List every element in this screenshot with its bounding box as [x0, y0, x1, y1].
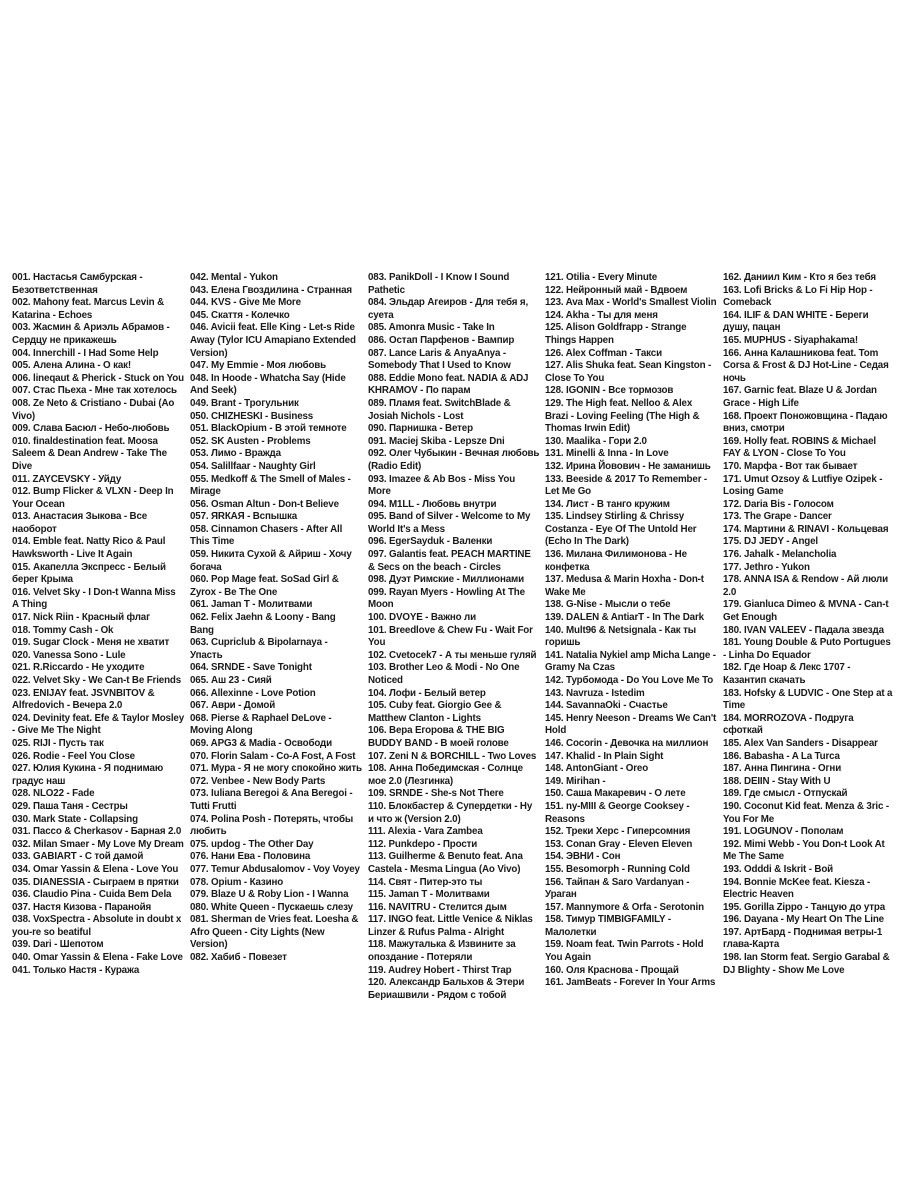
track-entry: 128. IGONIN - Все тормозов	[545, 385, 674, 397]
track-entry: 094. M1LL - Любовь внутри	[368, 498, 497, 510]
track-entry: 190. Coconut Kid feat. Menza & 3ric - You For Me	[723, 800, 889, 825]
track-entry: 016. Velvet Sky - I Don-t Wanna Miss A Thing	[12, 586, 176, 611]
track-entry: 012. Bump Flicker & VLXN - Deep In Your Ocean	[12, 486, 174, 510]
track-entry: 069. APG3 & Madia - Освободи	[190, 737, 332, 749]
track-entry: 024. Devinity feat. Efe & Taylor Mosley - Give Me The Night	[12, 712, 185, 737]
track-entry: 067. Аври - Домой	[190, 700, 276, 712]
track-entry: 124. Akha - Ты для меня	[545, 309, 658, 321]
track-entry: 070. Florin Salam - Co-A Fost, A Fost	[190, 750, 356, 762]
track-entry: 046. Avicii feat. Elle King - Let-s Ride Away (Tylor ICU Amapiano Extended Version)	[190, 322, 356, 359]
track-entry: 151. ny-MIII & George Cooksey - Reasons	[545, 800, 690, 825]
track-entry: 125. Alison Goldfrapp - Strange Things Happen	[545, 322, 687, 346]
track-entry: 162. Даниил Ким - Кто я без тебя	[723, 272, 876, 283]
track-entry: 194. Bonnie McKee feat. Kiesza - Electric Heaven	[723, 876, 871, 901]
track-entry: 154. ЭВНИ - Сон	[545, 851, 621, 863]
track-entry: 068. Pierse & Raphael DeLove - Moving Along	[190, 712, 332, 737]
track-entry: 144. SavannaOki - Счастье	[545, 700, 668, 712]
track-entry: 042. Mental - Yukon	[190, 272, 278, 283]
track-entry: 183. Hofsky & LUDVIC - One Step at a Time	[723, 687, 893, 712]
track-entry: 085. Amonra Music - Take In	[368, 322, 495, 334]
track-entry: 187. Анна Пингина - Огни	[723, 763, 842, 775]
track-entry: 114. Свят - Питер-это ты	[368, 876, 483, 888]
track-entry: 090. Парнишка - Ветер	[368, 423, 473, 435]
track-entry: 165. MUPHUS - Siyaphakama!	[723, 334, 858, 346]
track-entry: 112. Punkdepo - Прости	[368, 838, 478, 850]
track-entry: 073. Iuliana Beregoi & Ana Beregoi - Tutti Frutti	[190, 788, 353, 812]
track-entry: 021. R.Riccardo - Не уходите	[12, 662, 145, 674]
track-entry: 076. Нани Ева - Половина	[190, 851, 311, 863]
tracklist-column-1	[12, 272, 184, 977]
track-entry: 066. Allexinne - Love Potion	[190, 687, 316, 699]
track-entry: 055. Medkoff & The Smell of Males - Mirage	[190, 473, 351, 498]
track-entry: 171. Umut Ozsoy & Lutfiye Ozipek - Losing Game	[723, 473, 883, 498]
track-entry: 140. Mult96 & Netsignala - Как ты горишь	[545, 624, 696, 649]
track-entry: 172. Daria Bis - Голосом	[723, 498, 834, 510]
track-entry: 109. SRNDE - She-s Not There	[368, 788, 504, 800]
track-entry: 095. Band of Silver - Welcome to My World It's a Mess	[368, 511, 531, 535]
track-entry: 091. Maciej Skiba - Lepsze Dni	[368, 435, 505, 447]
track-entry: 100. DVOYE - Важно ли	[368, 612, 476, 624]
track-entry: 041. Только Настя - Куража	[12, 964, 140, 976]
track-entry: 003. Жасмин & Ариэль Абрамов - Сердцу не прикажешь	[12, 322, 170, 346]
track-entry: 110. Блокбастер & Супердетки - Ну и что ж (Version 2.0)	[368, 800, 533, 825]
track-entry: 059. Никита Сухой & Айриш - Хочу богача	[190, 549, 352, 573]
track-entry: 197. АртБард - Поднимая ветры-1 глава-Карта	[723, 926, 883, 951]
track-entry: 061. Jaman T - Молитвами	[190, 599, 313, 611]
track-entry: 023. ENIJAY feat. JSVNBITOV & Alfredovich - Вечера 2.0	[12, 687, 155, 712]
track-entry: 177. Jethro - Yukon	[723, 561, 810, 573]
track-entry: 050. CHIZHESKI - Business	[190, 410, 314, 422]
track-entry: 195. Gorilla Zippo - Танцую до утра	[723, 901, 886, 913]
track-entry: 036. Claudio Pina - Cuida Bem Dela	[12, 889, 172, 901]
tracklist-column-5	[723, 272, 895, 977]
track-entry: 077. Temur Abdusalomov - Voy Voyey	[190, 863, 360, 875]
track-entry: 173. The Grape - Dancer	[723, 511, 832, 523]
track-entry: 074. Polina Posh - Потерять, чтобы любить	[190, 813, 354, 838]
track-entry: 097. Galantis feat. PEACH MARTINE & Secs on the beach - Circles	[368, 549, 531, 573]
track-entry: 039. Dari - Шепотом	[12, 939, 104, 951]
track-entry: 006. lineqaut & Pherick - Stuck on You	[12, 372, 184, 384]
track-entry: 079. Blaze U & Roby Lion - I Wanna	[190, 889, 349, 901]
track-entry: 179. Gianluca Dimeo & MVNA - Can-t Get Enough	[723, 599, 889, 624]
track-entry: 123. Ava Max - World's Smallest Violin	[545, 297, 717, 309]
track-entry: 166. Анна Калашникова feat. Tom Corsa & Frost & DJ Hot-Line - Седая ночь	[723, 347, 889, 384]
track-entry: 078. Opium - Казино	[190, 876, 284, 888]
track-entry: 083. PanikDoll - I Know I Sound Pathetic	[368, 272, 510, 296]
track-entry: 034. Omar Yassin & Elena - Love You	[12, 863, 179, 875]
track-entry: 032. Milan Smaer - My Love My Dream	[12, 838, 184, 850]
track-entry: 180. IVAN VALEEV - Падала звезда	[723, 624, 884, 636]
track-entry: 147. Khalid - In Plain Sight	[545, 750, 664, 762]
track-entry: 010. finaldestination feat. Moosa Saleem & Dean Andrew - Take The Dive	[12, 435, 167, 472]
track-entry: 142. Турбомода - Do You Love Me To	[545, 675, 714, 686]
track-entry: 047. My Emmie - Моя любовь	[190, 360, 327, 372]
track-entry: 132. Ирина Йовович - Не заманишь	[545, 460, 711, 472]
track-entry: 141. Natalia Nykiel amp Micha Lange - Gramy Na Czas	[545, 649, 716, 674]
track-entry: 052. SK Austen - Problems	[190, 435, 311, 447]
track-entry: 118. Мажуталька & Извините за опоздание - Потеряли	[368, 939, 516, 964]
tracklist-column-3	[368, 272, 540, 1002]
track-entry: 119. Audrey Hobert - Thirst Trap	[368, 964, 512, 976]
track-entry: 071. Мура - Я не могу спокойно жить	[190, 763, 362, 775]
track-entry: 096. EgerSayduk - Валенки	[368, 536, 493, 548]
track-entry: 121. Otilia - Every Minute	[545, 272, 658, 283]
track-entry: 150. Саша Макаревич - О лете	[545, 788, 686, 800]
track-entry: 145. Henry Neeson - Dreams We Can't Hold	[545, 712, 717, 737]
track-entry: 009. Слава Басюл - Небо-любовь	[12, 423, 170, 435]
track-entry: 029. Паша Таня - Сестры	[12, 800, 128, 812]
track-entry: 115. Jaman T - Молитвами	[368, 889, 490, 901]
track-entry: 174. Мартини & RINAVI - Кольцевая	[723, 523, 889, 535]
track-entry: 018. Tommy Cash - Ok	[12, 624, 114, 636]
track-entry: 015. Акапелла Экспресс - Белый берег Крыма	[12, 561, 166, 586]
track-entry: 007. Стас Пьеха - Мне так хотелось	[12, 385, 177, 397]
track-entry: 089. Пламя feat. SwitchBlade & Josiah Nichols - Lost	[368, 397, 511, 422]
track-entry: 191. LOGUNOV - Пополам	[723, 826, 844, 838]
track-entry: 017. Nick Riin - Красный флаг	[12, 612, 151, 624]
track-entry: 130. Maalika - Гори 2.0	[545, 435, 647, 447]
track-entry: 196. Dayana - My Heart On The Line	[723, 914, 884, 926]
track-entry: 167. Garnic feat. Blaze U & Jordan Grace - High Life	[723, 385, 877, 409]
track-entry: 001. Настасья Самбурская - Безответственная	[12, 272, 143, 296]
track-entry: 065. Аш 23 - Сияй	[190, 675, 272, 686]
track-entry: 002. Mahony feat. Marcus Levin & Katarina - Echoes	[12, 297, 164, 321]
track-entry: 040. Omar Yassin & Elena - Fake Love	[12, 952, 183, 964]
track-entry: 133. Beeside & 2017 To Remember - Let Me Go	[545, 473, 708, 498]
track-entry: 030. Mark State - Collapsing	[12, 813, 138, 825]
track-entry: 049. Brant - Трогульник	[190, 397, 299, 409]
track-entry: 037. Настя Кизова - Паранойя	[12, 901, 152, 913]
track-entry: 092. Олег Чубыкин - Вечная любовь (Radio Edit)	[368, 448, 540, 472]
track-entry: 156. Тайпан & Saro Vardanyan - Ураган	[545, 876, 690, 901]
track-entry: 058. Cinnamon Chasers - After All This Time	[190, 523, 343, 548]
track-entry: 198. Ian Storm feat. Sergio Garabal & DJ Blighty - Show Me Love	[723, 952, 890, 976]
track-entry: 102. Cvetocek7 - А ты меньше гуляй	[368, 649, 537, 661]
track-entry: 062. Felix Jaehn & Loony - Bang Bang	[190, 612, 336, 636]
track-entry: 028. NLO22 - Fade	[12, 788, 95, 800]
track-entry: 185. Alex Van Sanders - Disappear	[723, 737, 878, 749]
track-entry: 045. Скаття - Колечко	[190, 309, 290, 321]
track-entry: 126. Alex Coffman - Такси	[545, 347, 662, 359]
track-entry: 031. Пассо & Cherkasov - Барная 2.0	[12, 826, 182, 838]
track-entry: 164. ILIF & DAN WHITE - Береги душу, пацан	[723, 309, 869, 334]
track-entry: 075. updog - The Other Day	[190, 838, 314, 850]
track-entry: 189. Где смысл - Отпускай	[723, 788, 848, 800]
track-entry: 106. Вера Егорова & THE BIG BUDDY BAND - В моей голове	[368, 725, 509, 749]
track-entry: 064. SRNDE - Save Tonight	[190, 662, 312, 674]
track-entry: 005. Алена Алина - О как!	[12, 360, 131, 372]
track-entry: 038. VoxSpectra - Absolute in doubt x you-re so beatiful	[12, 914, 182, 938]
track-entry: 080. White Queen - Пускаешь слезу	[190, 901, 353, 913]
track-entry: 013. Анастасия Зыкова - Все наоборот	[12, 511, 148, 535]
track-entry: 135. Lindsey Stirling & Chrissy Costanza - Eye Of The Untold Her (Echo In The Dark)	[545, 511, 697, 548]
track-entry: 053. Лимо - Вражда	[190, 448, 281, 460]
track-entry: 120. Александр Бальхов & Этери Бериашвили - Рядом с тобой	[368, 977, 525, 1001]
track-entry: 054. Salillfaar - Naughty Girl	[190, 460, 316, 472]
track-entry: 099. Rayan Myers - Howling At The Moon	[368, 586, 525, 611]
track-entry: 004. Innerchill - I Had Some Help	[12, 347, 159, 359]
track-entry: 107. Zeni N & BORCHILL - Two Loves	[368, 750, 537, 762]
track-entry: 086. Остап Парфенов - Вампир	[368, 334, 515, 346]
track-entry: 129. The High feat. Nelloo & Alex Brazi - Loving Feeling (The High & Thomas Irwin Edit)	[545, 397, 700, 435]
track-entry: 098. Дуэт Римские - Миллионами	[368, 574, 524, 586]
track-entry: 170. Марфа - Вот так бывает	[723, 460, 858, 472]
track-entry: 057. ЯRКАЯ - Вспышка	[190, 511, 298, 523]
track-entry: 155. Besomorph - Running Cold	[545, 863, 690, 875]
track-entry: 105. Cuby feat. Giorgio Gee & Matthew Clanton - Lights	[368, 700, 502, 724]
track-entry: 056. Osman Altun - Don-t Believe	[190, 498, 339, 510]
track-entry: 020. Vanessa Sono - Lule	[12, 649, 126, 661]
track-entry: 081. Sherman de Vries feat. Loesha & Afro Queen - City Lights (New Version)	[190, 914, 359, 951]
track-entry: 168. Проект Поножовщина - Падаю вниз, смотри	[723, 410, 888, 435]
track-entry: 087. Lance Laris & AnyaAnya - Somebody That I Used to Know	[368, 347, 511, 372]
track-entry: 113. Guilherme & Benuto feat. Ana Castela - Mesma Lingua (Ao Vivo)	[368, 851, 523, 875]
track-entry: 161. JamBeats - Forever In Your Arms	[545, 977, 716, 989]
track-entry: 044. KVS - Give Me More	[190, 297, 301, 309]
track-entry: 176. Jahalk - Melancholia	[723, 549, 837, 561]
track-entry: 104. Лофи - Белый ветер	[368, 687, 486, 699]
track-entry: 008. Ze Neto & Cristiano - Dubai (Ao Vivo)	[12, 397, 175, 422]
track-entry: 025. RIJI - Пусть так	[12, 737, 104, 749]
track-entry: 175. DJ JEDY - Angel	[723, 536, 819, 548]
tracklist-column-2	[190, 272, 362, 965]
track-entry: 158. Тимур TIMBIGFAMILY - Малолетки	[545, 914, 671, 938]
track-entry: 159. Noam feat. Twin Parrots - Hold You Again	[545, 939, 704, 964]
track-entry: 169. Holly feat. ROBINS & Michael FAY & LYON - Close To You	[723, 435, 876, 460]
track-entry: 022. Velvet Sky - We Can-t Be Friends	[12, 675, 182, 686]
track-entry: 143. Navruza - Istedim	[545, 687, 645, 699]
track-entry: 026. Rodie - Feel You Close	[12, 750, 135, 762]
track-entry: 088. Eddie Mono feat. NADIA & ADJ KHRAMOV - По парам	[368, 372, 529, 397]
track-entry: 027. Юлия Кукина - Я поднимаю градус наш	[12, 763, 164, 787]
track-entry: 131. Minelli & Inna - In Love	[545, 448, 669, 460]
track-entry: 048. In Hoode - Whatcha Say (Hide And Seek)	[190, 372, 346, 397]
track-entry: 101. Breedlove & Chew Fu - Wait For You	[368, 624, 533, 649]
track-entry: 082. Хабиб - Повезет	[190, 952, 287, 964]
track-entry: 160. Оля Краснова - Прощай	[545, 964, 679, 976]
track-entry: 137. Medusa & Marin Hoxha - Don-t Wake Me	[545, 574, 704, 598]
track-entry: 146. Cocorin - Девочка на миллион	[545, 737, 709, 749]
track-entry: 192. Mimi Webb - You Don-t Look At Me The Same	[723, 838, 885, 863]
track-entry: 136. Милана Филимонова - Не конфетка	[545, 549, 687, 573]
track-entry: 148. AntonGiant - Oreo	[545, 763, 649, 775]
track-entry: 122. Нейронный май - Вдвоем	[545, 284, 688, 296]
track-entry: 163. Lofi Bricks & Lo Fi Hip Hop - Comeback	[723, 284, 873, 309]
track-entry: 127. Alis Shuka feat. Sean Kingston - Close To You	[545, 360, 712, 384]
track-entry: 184. MORROZOVA - Подруга сфоткай	[723, 712, 854, 737]
track-entry: 138. G-Nise - Мысли о тебе	[545, 599, 671, 611]
track-entry: 084. Эльдар Агеиров - Для тебя я, суета	[368, 297, 529, 321]
track-entry: 116. NAVITRU - Стелится дым	[368, 901, 507, 913]
track-entry: 019. Sugar Clock - Меня не хватит	[12, 637, 170, 649]
track-entry: 193. Odddi & Iskrit - Вой	[723, 863, 834, 875]
track-entry: 139. DALEN & AntiarT - In The Dark	[545, 612, 704, 624]
track-entry: 186. Babasha - A La Turca	[723, 750, 840, 762]
track-entry: 011. ZAYCEVSKY - Уйду	[12, 473, 122, 485]
track-entry: 108. Анна Победимская - Солнце мое 2.0 (Лезгинка)	[368, 763, 523, 787]
track-entry: 060. Pop Mage feat. SoSad Girl & Zyrox - Be The One	[190, 574, 339, 598]
track-entry: 153. Conan Gray - Eleven Eleven	[545, 838, 693, 850]
track-entry: 033. GABIART - С той дамой	[12, 851, 144, 863]
track-entry: 149. Mirihan -	[545, 775, 606, 787]
track-entry: 043. Елена Гвоздилина - Странная	[190, 284, 352, 296]
track-entry: 152. Треки Херс - Гиперсомния	[545, 826, 691, 838]
track-entry: 178. ANNA ISA & Rendow - Ай люли 2.0	[723, 574, 888, 598]
track-entry: 188. DEIIN - Stay With U	[723, 775, 831, 787]
track-entry: 134. Лист - В танго кружим	[545, 498, 670, 510]
track-entry: 111. Alexia - Vara Zambea	[368, 826, 483, 838]
track-entry: 014. Emble feat. Natty Rico & Paul Hawksworth - Live It Again	[12, 536, 166, 561]
track-entry: 072. Venbee - New Body Parts	[190, 775, 326, 787]
track-entry: 157. Mannymore & Orfa - Serotonin	[545, 901, 704, 913]
track-entry: 117. INGO feat. Little Venice & Niklas Linzer & Rufus Palma - Alright	[368, 914, 533, 938]
tracklist-column-4	[545, 272, 717, 990]
track-entry: 035. DIANESSIA - Сыграем в прятки	[12, 876, 179, 888]
track-entry: 063. Cupriclub & Bipolarnaya - Упасть	[190, 637, 328, 661]
track-entry: 093. Imazee & Ab Bos - Miss You More	[368, 473, 516, 498]
track-entry: 051. BlackOpium - В этой темноте	[190, 423, 347, 435]
track-entry: 182. Где Ноар & Лекс 1707 - Казантип скачать	[723, 662, 851, 686]
track-entry: 181. Young Double & Puto Portugues - Linha Do Equador	[723, 637, 891, 661]
track-entry: 103. Brother Leo & Modi - No One Noticed	[368, 662, 520, 686]
